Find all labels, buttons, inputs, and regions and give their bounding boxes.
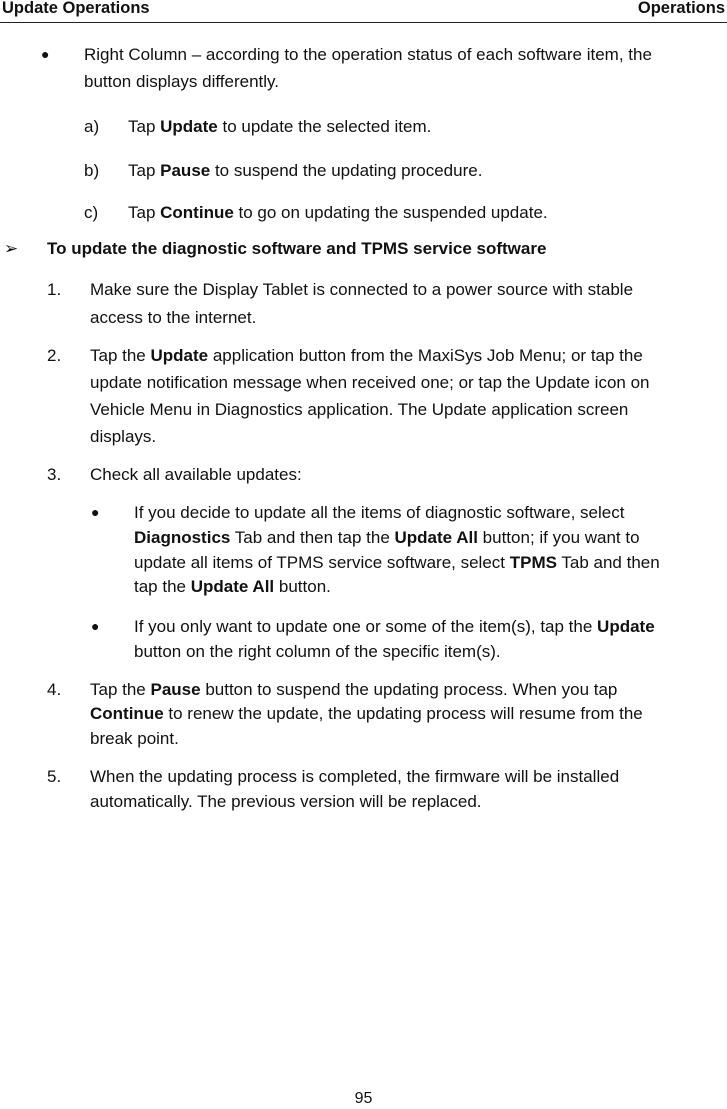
step-3-bullet-2-line2: button on the right column of the specific item(s). — [134, 642, 501, 661]
bullet-dot-icon: ● — [91, 504, 100, 520]
step-2-line1: Tap the Update application button from the MaxiSys Job Menu; or tap the — [90, 346, 643, 365]
section-heading: To update the diagnostic software and TPMS service software — [47, 239, 547, 258]
step-number-3: 3. — [47, 465, 62, 484]
sub-item-b: Tap Pause to suspend the updating procedure. — [128, 161, 483, 180]
sub-item-c: Tap Continue to go on updating the suspended update. — [128, 203, 548, 222]
step-3-bullet-1-line4: tap the Update All button. — [134, 577, 331, 596]
step-3-bullet-1-line2: Diagnostics Tab and then tap the Update All button; if you want to — [134, 528, 640, 547]
step-2-line3: Vehicle Menu in Diagnostics application. The Update application screen — [90, 400, 629, 419]
step-3-bullet-1-line3: update all items of TPMS service software, select TPMS Tab and then — [134, 553, 660, 572]
step-4-line1: Tap the Pause button to suspend the updating process. When you tap — [90, 680, 618, 699]
step-5-line2: automatically. The previous version will be replaced. — [90, 792, 482, 811]
step-4-line2: Continue to renew the update, the updating process will resume from the — [90, 704, 643, 723]
step-number-1: 1. — [47, 280, 62, 299]
bullet-dot-icon: ● — [41, 46, 50, 62]
step-3-line1: Check all available updates: — [90, 465, 302, 484]
page-header — [0, 0, 727, 23]
header-section-title: Update Operations — [2, 0, 150, 17]
step-number-2: 2. — [47, 346, 62, 365]
page-number: 95 — [354, 1090, 373, 1107]
step-1-line1: Make sure the Display Tablet is connected to a power source with stable — [90, 280, 634, 299]
sub-item-label-a: a) — [84, 117, 100, 136]
step-4-line3: break point. — [90, 729, 179, 748]
step-5-line1: When the updating process is completed, the firmware will be installed — [90, 767, 620, 786]
arrow-bullet-icon: ➢ — [4, 239, 19, 258]
step-1-line2: access to the internet. — [90, 308, 257, 327]
step-number-4: 4. — [47, 680, 62, 699]
step-2-line4: displays. — [90, 427, 157, 446]
bullet-text-line2: button displays differently. — [84, 72, 279, 91]
bullet-text-line1: Right Column – according to the operation status of each software item, the — [84, 45, 652, 64]
step-2-line2: update notification message when received one; or tap the Update icon on — [90, 373, 650, 392]
step-3-bullet-1-line1: If you decide to update all the items of diagnostic software, select — [134, 503, 625, 522]
bullet-dot-icon: ● — [91, 618, 100, 634]
sub-item-label-b: b) — [84, 161, 100, 180]
step-3-bullet-2-line1: If you only want to update one or some of the item(s), tap the Update — [134, 617, 655, 636]
sub-item-a: Tap Update to update the selected item. — [128, 117, 432, 136]
header-chapter-title: Operations — [637, 0, 725, 17]
step-number-5: 5. — [47, 767, 62, 786]
sub-item-label-c: c) — [84, 203, 99, 222]
